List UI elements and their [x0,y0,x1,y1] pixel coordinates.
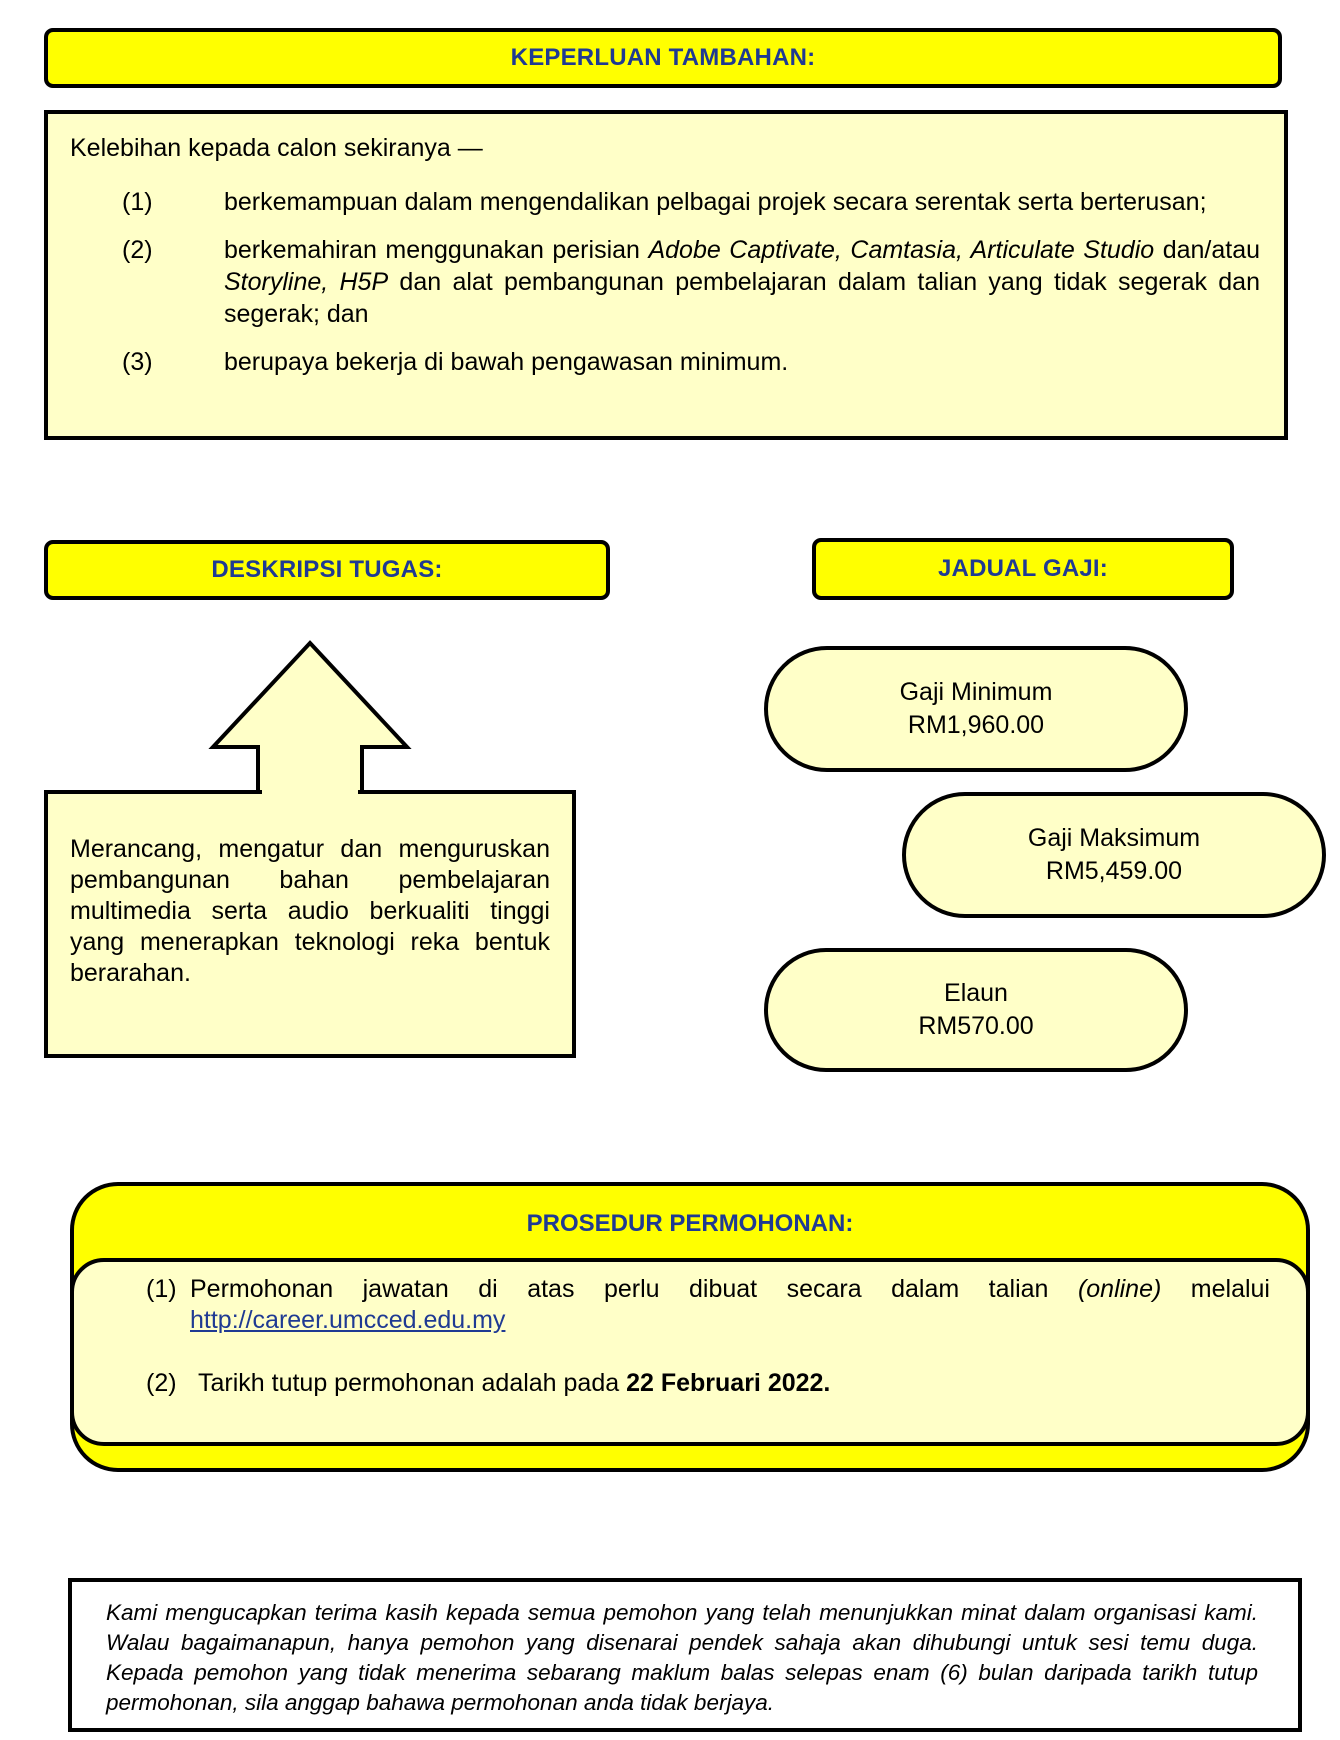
duties-heading-text: DESKRIPSI TUGAS: [211,556,443,583]
duties-heading [44,540,610,600]
arrow-joint [262,788,358,794]
procedure-text-part: Permohonan jawatan di atas perlu dibuat secara dalam talian [190,1275,1078,1303]
requirements-intro: Kelebihan kepada calon sekiranya — [70,134,483,162]
salary-minimum-pill [764,646,1188,772]
salary-amount: RM1,960.00 [907,711,1045,739]
requirement-item-1 [70,186,1262,218]
additional-requirements-box [44,110,1288,440]
salary-amount: RM5,459.00 [1045,857,1183,885]
salary-heading-text: JADUAL GAJI: [938,555,1108,582]
duties-box [44,790,576,1058]
procedure-text [198,1368,830,1399]
salary-maximum-pill [902,792,1326,918]
salary-label: Gaji Minimum [899,678,1053,706]
additional-requirements-heading [44,28,1282,88]
procedure-link-line [190,1305,505,1336]
requirement-number: (3) [122,348,153,376]
requirement-number: (1) [122,188,153,216]
salary-heading [812,538,1234,600]
procedure-item-2 [146,1368,830,1399]
requirement-text-part: dan alat pembangunan pembelajaran dalam talian yang tidak segerak dan segerak; dan [224,268,1260,328]
procedure-item-1 [146,1274,1270,1305]
closing-note-text: Kami mengucapkan terima kasih kepada semua pemohon yang telah menunjukkan minat dalam organisasi kami. Walau bagaimanapun, hanya pemohon yang disenarai pendek sahaja akan dihubungi untuk sesi temu duga. Kepada pemohon yang tidak menerima sebarang maklum balas selepas enam (6) bulan daripada tarikh tutup permohonan, sila anggap bahawa permohonan anda tidak berjaya. [106,1600,1258,1715]
procedure-text-part: melalui [1161,1275,1270,1303]
requirement-number: (2) [122,236,153,264]
requirement-text-part: dan/atau [1154,236,1261,264]
requirement-text: berkemampuan dalam mengendalikan pelbagai projek secara serentak serta berterusan; [224,188,1207,216]
salary-label: Gaji Maksimum [1027,824,1201,852]
duties-text: Merancang, mengatur dan menguruskan pembangunan bahan pembelajaran multimedia serta audio berkualiti tinggi yang menerapkan teknologi reka bentuk berarahan. [70,835,550,987]
allowance-pill [764,948,1188,1072]
salary-amount: RM570.00 [918,1012,1034,1040]
procedure-number: (1) [146,1275,177,1303]
software-list: Adobe Captivate, Camtasia, Articulate Studio [648,236,1155,264]
closing-date: 22 Februari 2022. [626,1369,831,1397]
requirement-text-part: berkemahiran menggunakan perisian [224,236,649,264]
requirement-item-2 [70,234,1262,330]
up-arrow-icon [200,640,420,792]
software-list: Storyline, H5P [224,268,389,296]
career-portal-link[interactable]: http://career.umcced.edu.my [190,1306,506,1334]
procedure-text-italic: (online) [1077,1275,1162,1303]
salary-label: Elaun [944,979,1008,1007]
closing-note-box [68,1578,1302,1732]
procedure-text-part: Tarikh tutup permohonan adalah pada [198,1369,627,1397]
requirement-text: berupaya bekerja di bawah pengawasan minimum. [224,348,789,376]
requirement-item-3 [70,346,1262,378]
procedure-heading: PROSEDUR PERMOHONAN: [526,1210,854,1237]
requirement-text [224,234,1262,330]
additional-requirements-heading-text: KEPERLUAN TAMBAHAN: [510,44,816,71]
procedure-number: (2) [146,1369,177,1397]
procedure-text [190,1274,1270,1305]
